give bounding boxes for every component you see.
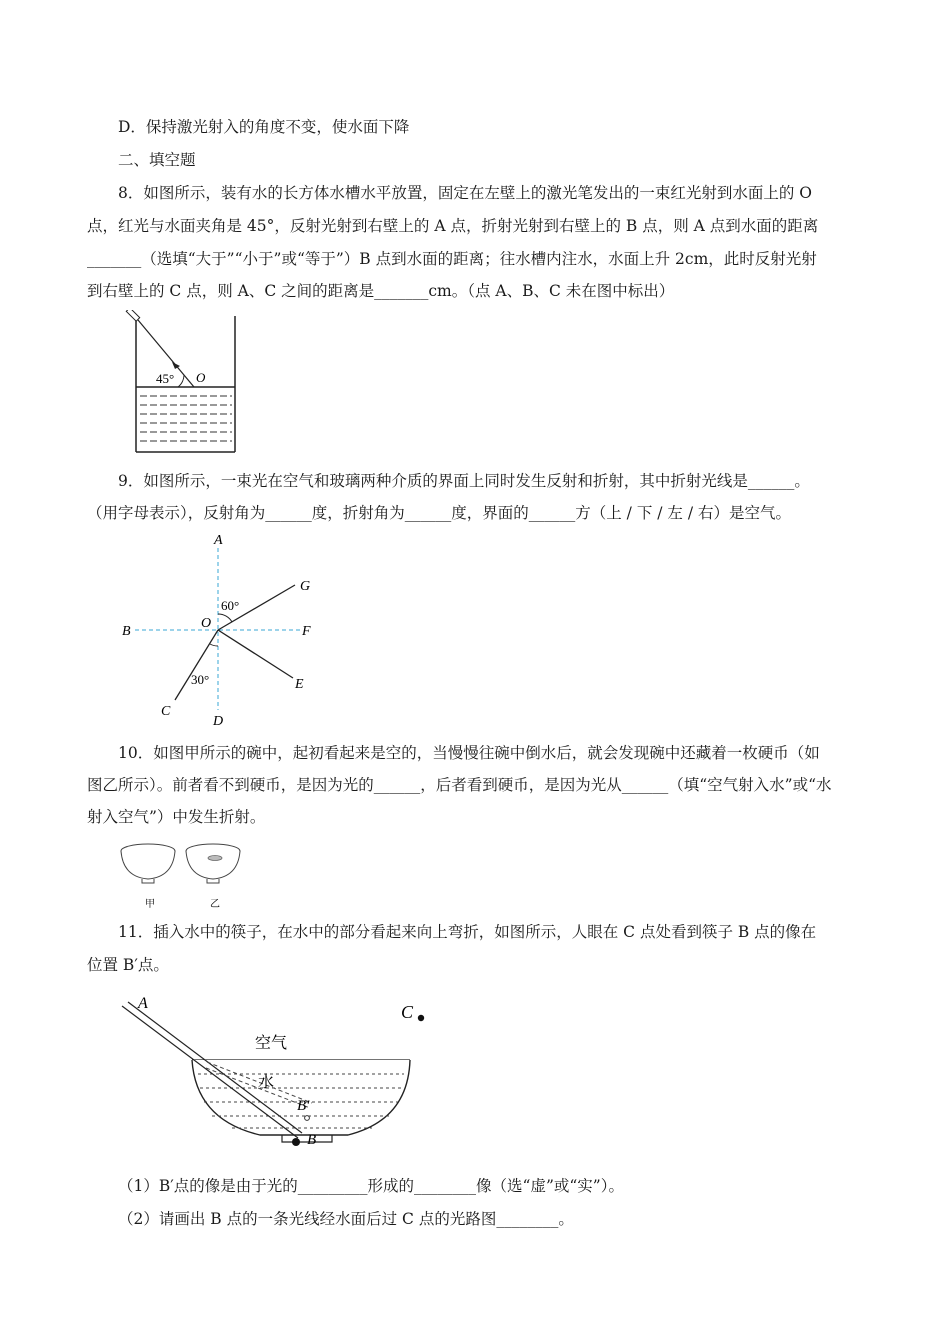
q8-line-1: 8．如图所示，装有水的长方体水槽水平放置，固定在左壁上的激光笔发出的一束红光射到水面上的 O	[118, 184, 812, 202]
q8-line-4: 到右壁上的 C 点，则 A、C 之间的距离是_______cm。（点 A、B、C 未在图中标出）	[87, 282, 675, 300]
q9-label-c: C	[161, 704, 171, 719]
q8-angle-label: 45°	[156, 371, 175, 386]
q10-caption-a: 甲	[145, 899, 155, 910]
q11-label-water: 水	[258, 1074, 275, 1091]
q10-line-3: 射入空气”）中发生折射。	[87, 808, 266, 826]
q10-line-2: 图乙所示）。前者看不到硬币，是因为光的______，后者看到硬币，是因为光从______（填“空气射入水”或“水	[87, 776, 832, 794]
q11-sub-1: （1）B′点的像是由于光的_________形成的________像（选“虚”或“实”）。	[118, 1177, 624, 1195]
q11-label-c: C	[401, 1002, 414, 1022]
q11-label-b: B	[307, 1132, 317, 1148]
option-d: D．保持激光射入的角度不变，使水面下降	[118, 118, 410, 136]
q8-water-tank-figure	[118, 310, 243, 456]
q9-label-e: E	[295, 677, 304, 692]
q11-label-a: A	[138, 995, 148, 1012]
q9-label-g: G	[300, 579, 311, 594]
q10-bowls-figure	[115, 835, 250, 910]
q11-label-b-prime: B′	[297, 1098, 310, 1114]
q9-label-b: B	[122, 624, 131, 639]
section-title: 二、填空题	[118, 151, 196, 169]
q9-angle-60: 60°	[221, 598, 240, 613]
empty-bowl-icon	[121, 844, 175, 883]
q8-line-2: 点，红光与水面夹角是 45°，反射光射到右壁上的 A 点，折射光射到右壁上的 B 点，则 A 点到水面的距离	[87, 217, 819, 235]
q9-line-2: （用字母表示），反射角为______度，折射角为______度，界面的______方（上 / 下 / 左 / 右）是空气。	[87, 504, 791, 522]
q11-chopstick-figure	[110, 990, 440, 1160]
q9-label-o: O	[201, 616, 212, 631]
q11-label-air: 空气	[255, 1035, 288, 1052]
q8-point-o: O	[196, 370, 206, 385]
bowl-with-coin-icon	[186, 844, 240, 883]
q11-sub-2: （2）请画出 B 点的一条光线经水面后过 C 点的光路图________。	[118, 1210, 574, 1228]
q9-label-d: D	[213, 714, 224, 729]
q11-line-2: 位置 B′点。	[87, 956, 169, 974]
laser-pen-icon	[126, 310, 139, 321]
q9-line-1: 9．如图所示，一束光在空气和玻璃两种介质的界面上同时发生反射和折射，其中折射光线是______。	[118, 472, 810, 490]
q9-angle-30: 30°	[191, 672, 210, 687]
q8-line-3: _______（选填“大于”“小于”或“等于”）B 点到水面的距离；往水槽内注水，水面上升 2cm，此时反射光射	[87, 250, 817, 268]
q9-label-a: A	[214, 533, 223, 548]
q9-refraction-figure	[115, 530, 325, 730]
q11-line-1: 11．插入水中的筷子，在水中的部分看起来向上弯折，如图所示，人眼在 C 点处看到筷子 B 点的像在	[118, 923, 817, 941]
q10-caption-b: 乙	[210, 899, 220, 910]
q9-label-f: F	[302, 624, 311, 639]
q10-line-1: 10．如图甲所示的碗中，起初看起来是空的，当慢慢往碗中倒水后，就会发现碗中还藏着一枚硬币（如	[118, 744, 820, 762]
